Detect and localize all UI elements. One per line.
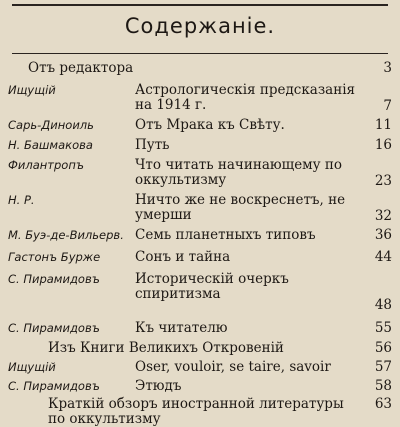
entry-page: 44 — [374, 249, 392, 265]
entry-page: 11 — [374, 117, 392, 133]
entry-title: Изъ Книги Великихъ Откровенiй — [48, 340, 284, 356]
entry-page: 36 — [374, 227, 392, 243]
entry-page: 48 — [374, 297, 392, 313]
page-title: Содержанiе. — [124, 14, 276, 38]
entry-title: Путь — [135, 137, 170, 153]
entry-title: Что читать начинающему по оккультизму — [135, 157, 343, 188]
entry-author: М. Буэ-де-Вильерв. — [8, 228, 124, 242]
entry-author: Н. Башмакова — [8, 138, 93, 152]
entry-title: Отъ Мрака къ Свѣту. — [135, 117, 285, 133]
entry-page: 56 — [374, 340, 392, 356]
entry-author: Сарь-Диноиль — [8, 118, 94, 132]
top-rule — [12, 4, 388, 6]
entry-page: 16 — [374, 137, 392, 153]
entry-author: Филантропъ — [8, 158, 84, 172]
entry-author: Ищущiй — [8, 83, 56, 97]
entry-title: Oser, vouloir, se taire, savoir — [135, 359, 331, 375]
entry-author: С. Пирамидовъ — [8, 379, 100, 393]
entry-page: 55 — [374, 320, 392, 336]
entry-page: 63 — [374, 396, 392, 412]
entry-title: Отъ редактора — [28, 60, 134, 76]
entry-page: 58 — [374, 378, 392, 394]
entry-author: Ищущiй — [8, 360, 56, 374]
entry-author: С. Пирамидовъ — [8, 321, 100, 335]
entry-title: Къ читателю — [135, 320, 228, 336]
entry-author: С. Пирамидовъ — [8, 272, 100, 286]
entry-page: 7 — [383, 98, 392, 114]
entry-title: Ничто же не воскреснетъ, не умерши — [135, 192, 346, 223]
entry-page: 57 — [374, 359, 392, 375]
entry-page: 3 — [383, 60, 392, 76]
entry-page: 23 — [374, 173, 392, 189]
entry-title: Астрологическiя предсказанiя на 1914 г. — [135, 82, 356, 113]
entry-author: Гастонъ Бурже — [8, 250, 101, 264]
entry-title: Сонъ и тайна — [135, 249, 231, 265]
entry-title: Этюдъ — [135, 378, 182, 394]
entry-author: Н. Р. — [8, 193, 35, 207]
entry-page: 32 — [374, 208, 392, 224]
entry-title: Историческiй очеркъ спиритизма — [135, 271, 289, 302]
entry-title: Краткiй обзоръ иностранной литературы по оккультизму — [48, 396, 344, 427]
title-rule — [12, 53, 388, 54]
entry-title: Семь планетныхъ типовъ — [135, 227, 316, 243]
